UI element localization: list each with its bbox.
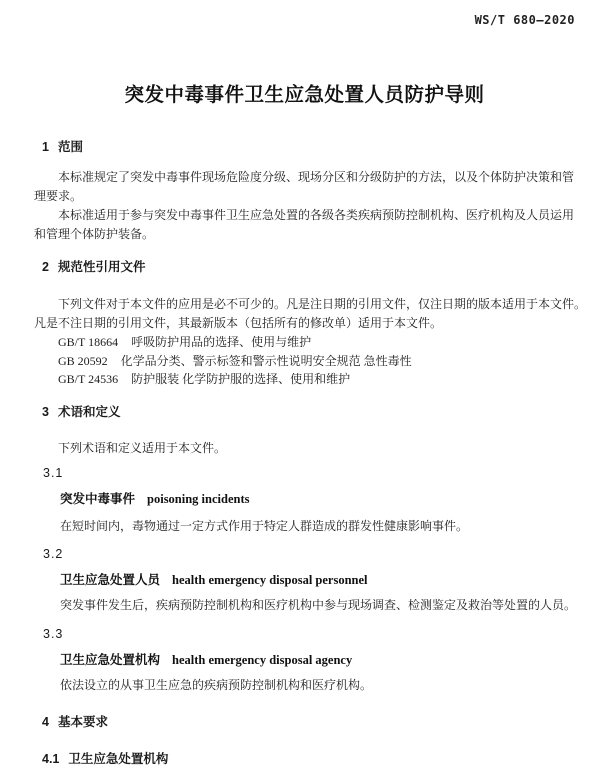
reference-title: 呼吸防护用品的选择、使用与维护 bbox=[131, 335, 312, 349]
term-zh: 突发中毒事件 bbox=[60, 491, 136, 506]
scope-paragraph-1 bbox=[34, 168, 575, 206]
reference-item bbox=[58, 370, 575, 389]
section-heading-terms bbox=[42, 405, 575, 419]
reference-list bbox=[34, 333, 575, 389]
section-number: 2 bbox=[42, 260, 49, 274]
term-zh: 卫生应急处置人员 bbox=[60, 572, 161, 587]
term-en: health emergency disposal agency bbox=[172, 652, 353, 667]
section-heading-references bbox=[42, 260, 575, 274]
term-number-3-2: 3.2 bbox=[43, 546, 64, 561]
section-number: 3 bbox=[42, 404, 49, 419]
section-heading-basic-requirements bbox=[42, 715, 575, 729]
reference-item bbox=[58, 352, 575, 371]
section-label: 卫生应急处置机构 bbox=[68, 751, 169, 766]
reference-code: GB 20592 bbox=[58, 353, 108, 368]
reference-title: 化学品分类、警示标签和警示性说明安全规范 急性毒性 bbox=[120, 353, 412, 368]
term-en: poisoning incidents bbox=[147, 491, 250, 506]
section-heading-scope bbox=[42, 140, 575, 154]
standard-code: WS/T 680—2020 bbox=[474, 13, 575, 27]
section-number: 4.1 bbox=[42, 751, 60, 766]
reference-code: GB/T 24536 bbox=[58, 372, 119, 387]
section-heading-4-1 bbox=[42, 752, 575, 766]
section-number: 1 bbox=[42, 140, 49, 154]
text-line: 理要求。 bbox=[34, 189, 83, 203]
section-label: 规范性引用文件 bbox=[57, 260, 146, 274]
term-definition-3-3: 依法设立的从事卫生应急的疾病预防控制机构和医疗机构。 bbox=[60, 677, 373, 692]
reference-item bbox=[58, 333, 575, 352]
text-line: 本标准规定了突发中毒事件现场危险度分级、现场分区和分级防护的方法，以及个体防护决策和管 bbox=[58, 170, 575, 184]
section-label: 基本要求 bbox=[57, 714, 108, 729]
term-entry-3-3 bbox=[60, 653, 575, 667]
text-line: 下列文件对于本文件的应用是必不可少的。凡是注日期的引用文件，仅注日期的版本适用于本文件。 bbox=[58, 297, 587, 311]
term-zh: 卫生应急处置机构 bbox=[60, 652, 161, 667]
term-en: health emergency disposal personnel bbox=[172, 572, 368, 587]
term-entry-3-2 bbox=[60, 573, 575, 587]
scope-paragraph-2 bbox=[34, 206, 575, 244]
references-intro bbox=[34, 295, 587, 333]
terms-intro bbox=[34, 439, 575, 458]
reference-title: 防护服装 化学防护服的选择、使用和维护 bbox=[131, 372, 351, 387]
text-line: 和管理个体防护装备。 bbox=[34, 227, 155, 241]
text-line: 下列术语和定义适用于本文件。 bbox=[58, 440, 227, 455]
text-line: 本标准适用于参与突发中毒事件卫生应急处置的各级各类疾病预防控制机构、医疗机构及人员运用 bbox=[58, 208, 575, 222]
term-number-3-3: 3.3 bbox=[43, 626, 64, 641]
section-number: 4 bbox=[42, 714, 49, 729]
section-label: 术语和定义 bbox=[57, 404, 121, 419]
term-number-3-1: 3.1 bbox=[43, 465, 64, 480]
reference-code: GB/T 18664 bbox=[58, 335, 119, 349]
document-title: 突发中毒事件卫生应急处置人员防护导则 bbox=[124, 84, 485, 106]
section-label: 范围 bbox=[57, 140, 83, 154]
text-line: 凡是不注日期的引用文件，其最新版本（包括所有的修改单）适用于本文件。 bbox=[34, 316, 443, 330]
term-entry-3-1 bbox=[60, 492, 575, 506]
term-definition-3-2: 突发事件发生后，疾病预防控制机构和医疗机构中参与现场调查、检测鉴定及救治等处置的人员。 bbox=[60, 597, 577, 612]
term-definition-3-1: 在短时间内，毒物通过一定方式作用于特定人群造成的群发性健康影响事件。 bbox=[60, 518, 469, 533]
